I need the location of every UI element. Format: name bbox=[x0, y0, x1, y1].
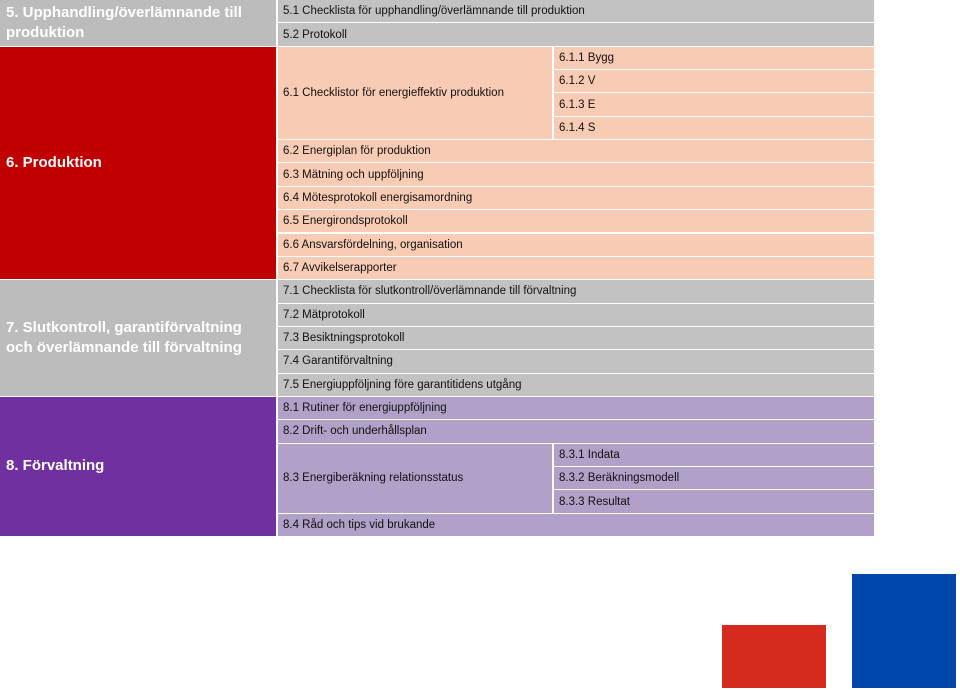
section-item[interactable]: 5.2 Protokoll bbox=[278, 23, 874, 45]
subsection-item[interactable]: 6.1.4 S bbox=[554, 117, 874, 139]
section-item[interactable]: 8.3 Energiberäkning relationsstatus bbox=[278, 444, 552, 513]
section-item[interactable]: 7.4 Garantiförvaltning bbox=[278, 350, 874, 372]
section-item[interactable]: 5.1 Checklista för upphandling/överlämnande till produktion bbox=[278, 0, 874, 22]
section-item[interactable]: 6.7 Avvikelserapporter bbox=[278, 257, 874, 279]
phase-block[interactable]: 8. Förvaltning bbox=[0, 397, 276, 536]
section-item[interactable]: 6.2 Energiplan för produktion bbox=[278, 140, 874, 162]
section-item[interactable]: 6.3 Mätning och uppföljning bbox=[278, 163, 874, 185]
section-item[interactable]: 8.4 Råd och tips vid brukande bbox=[278, 514, 874, 536]
subsection-item[interactable]: 6.1.3 E bbox=[554, 93, 874, 115]
section-item[interactable]: 6.6 Ansvarsfördelning, organisation bbox=[278, 234, 874, 256]
section-item[interactable]: 6.5 Energirondsprotokoll bbox=[278, 210, 874, 232]
section-item[interactable]: 7.3 Besiktningsprotokoll bbox=[278, 327, 874, 349]
phase-block[interactable]: 6. Produktion bbox=[0, 47, 276, 280]
section-item[interactable]: 7.2 Mätprotokoll bbox=[278, 304, 874, 326]
section-item[interactable]: 8.1 Rutiner för energiuppföljning bbox=[278, 397, 874, 419]
subsection-item[interactable]: 8.3.3 Resultat bbox=[554, 490, 874, 512]
subsection-item[interactable]: 8.3.2 Beräkningsmodell bbox=[554, 467, 874, 489]
section-item[interactable]: 6.4 Mötesprotokoll energisamordning bbox=[278, 187, 874, 209]
phase-block[interactable]: 7. Slutkontroll, garantiförvaltning och överlämnande till förvaltning bbox=[0, 280, 276, 396]
subsection-item[interactable]: 6.1.2 V bbox=[554, 70, 874, 92]
decorative-blue-square bbox=[852, 574, 956, 688]
section-item[interactable]: 7.1 Checklista för slutkontroll/överlämnande till förvaltning bbox=[278, 280, 874, 302]
subsection-item[interactable]: 8.3.1 Indata bbox=[554, 444, 874, 466]
section-item[interactable]: 7.5 Energiuppföljning före garantitidens utgång bbox=[278, 374, 874, 396]
section-item[interactable]: 6.1 Checklistor för energieffektiv produktion bbox=[278, 47, 552, 139]
section-item[interactable]: 8.2 Drift- och underhållsplan bbox=[278, 420, 874, 442]
subsection-item[interactable]: 6.1.1 Bygg bbox=[554, 47, 874, 69]
phase-block[interactable]: 5. Upphandling/överlämnande till produktion bbox=[0, 0, 276, 46]
decorative-red-square bbox=[722, 625, 826, 688]
